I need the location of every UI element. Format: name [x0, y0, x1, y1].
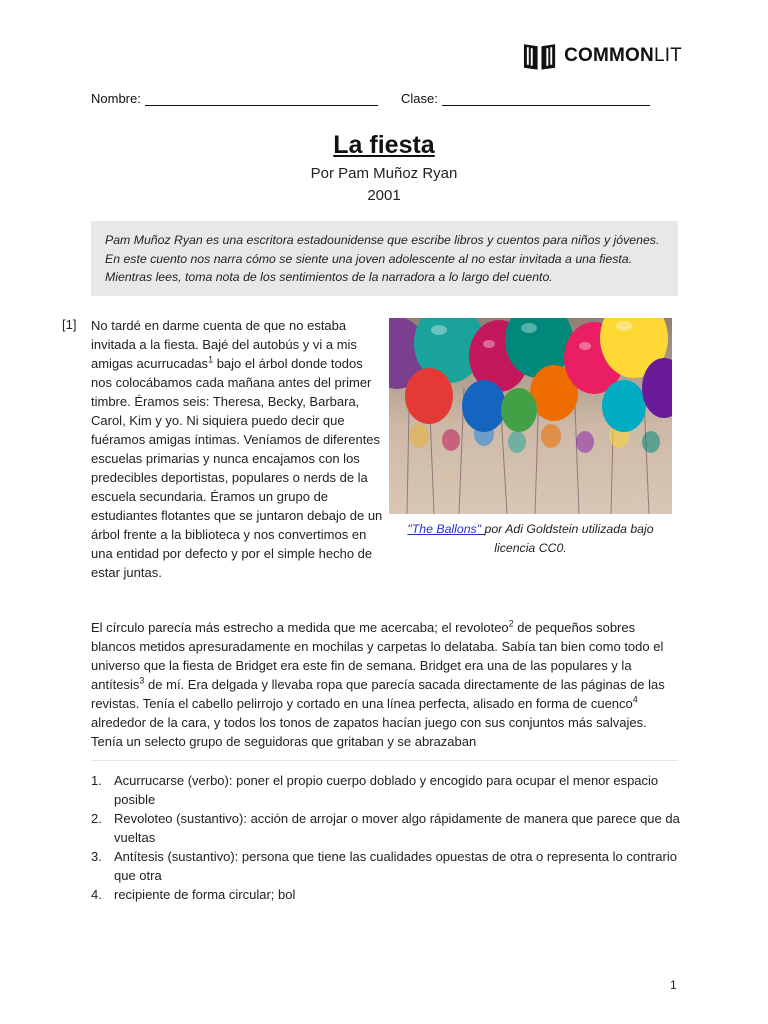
- intro-box: Pam Muñoz Ryan es una escritora estadounidense que escribe libros y cuentos para niños y jóvenes. En este cuento nos narra cómo se siente una joven adolescente al no estar invitada a una fiesta. Mientras lees, toma nota de los sentimientos de la narradora a lo largo del cuento.: [91, 221, 678, 296]
- footnote-ref-3: 3: [139, 675, 145, 686]
- name-label: Nombre:: [91, 91, 141, 106]
- footnote-item: 4. recipiente de forma circular; bol: [91, 887, 296, 902]
- paragraph-2: El círculo parecía más estrecho a medida que me acercaba; el revoloteo$^2$ de pequeños sobres blancos metidos apresuradamente en mochilas y carpetas lo delataba. Sabía tan bien como todo el universo que la fiesta de Bridget era este fin de semana. Bridget era una de las populares y la antítesis$^3$ de mí. Era delgada y llevaba ropa que parecía sacada directamente de las páginas de las revistas. Tenía el cabello pelirrojo y cortado en una línea perfecta, alisado en forma de cuenco$^4$ alrededor de la cara, y todos los tonos de zapatos hacían juego con sus conjuntos más salvajes. Tenía un selecto grupo de seguidoras que gritaban y se abrazaban: [91, 618, 665, 749]
- photo-caption: "The Ballons" por Adi Goldstein utilizada bajo licencia CC0.: [407, 522, 654, 555]
- class-field[interactable]: [401, 91, 650, 106]
- name-field[interactable]: [91, 91, 378, 106]
- logo-wordmark: COMMONLIT: [564, 45, 682, 66]
- paragraph-number: [1]: [62, 317, 77, 332]
- footnotes-list: [91, 771, 681, 904]
- class-label: Clase:: [401, 91, 438, 106]
- balloons-photo: [389, 318, 672, 514]
- document-title: La fiesta: [333, 131, 435, 159]
- footnote-item: 3. Antítesis (sustantivo): persona que tiene las cualidades opuestas de otra o representa lo contrario que otra: [91, 849, 677, 883]
- footnote-item: 1. Acurrucarse (verbo): poner el propio cuerpo doblado y encogido para ocupar el menor espacio posible: [91, 773, 659, 807]
- footnote-ref-4: 4: [632, 694, 638, 705]
- class-blank-line[interactable]: [442, 91, 650, 106]
- paragraph-1: No tardé en darme cuenta de que no estaba invitada a la fiesta. Bajé del autobús y vi a mis amigas acurrucadas$^1$ bajo el árbol donde todos nos colocábamos cada mañana antes del primer timbre. Éramos seis: Theresa, Becky, Barbara, Carol, Kim y yo. Ni siquiera puedo decir que fuéramos amigas íntimas. Veníamos de diferentes escuelas primarias y nunca encajamos con los predecibles deportistas, populares o nerds de la escuela secundaria. Éramos un grupo de estudiantes flotantes que se juntaron debajo de un árbol frente a la biblioteca y nos convertimos en una entidad por defecto y por el simple hecho de estar juntas.: [91, 318, 383, 580]
- open-book-icon: [522, 41, 557, 71]
- commonlit-logo: [522, 40, 682, 72]
- document-author: Por Pam Muñoz Ryan: [310, 165, 458, 182]
- footnote-ref-2: 2: [508, 618, 514, 629]
- name-blank-line[interactable]: [145, 91, 378, 106]
- footnote-divider: [91, 760, 678, 761]
- footnote-ref-1: 1: [208, 354, 214, 365]
- footnote-item: 2. Revoloteo (sustantivo): acción de arrojar o mover algo rápidamente de manera que parece que da vueltas: [91, 811, 680, 845]
- document-year: 2001: [367, 187, 401, 204]
- photo-source-link[interactable]: "The Ballons": [407, 522, 485, 536]
- page-number: 1: [670, 978, 677, 992]
